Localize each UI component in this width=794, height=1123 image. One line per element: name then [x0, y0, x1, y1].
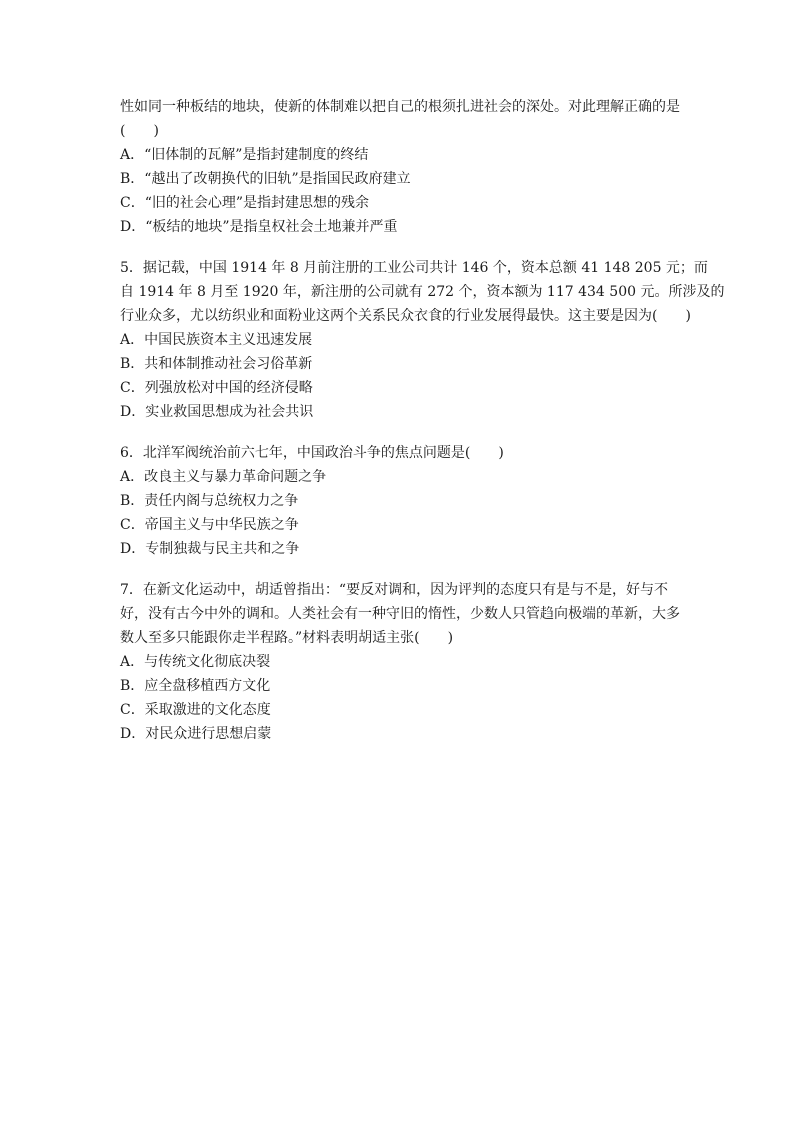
- question-7-option-a: A．与传统文化彻底决裂: [120, 654, 271, 670]
- question-4-stem: [120, 95, 680, 143]
- question-5-stem-line-3: 行业众多，尤以纺织业和面粉业这两个关系民众衣食的行业发展得最快。这主要是因为( ): [120, 308, 691, 324]
- question-5-option-b: B．共和体制推动社会习俗革新: [120, 356, 313, 372]
- question-4-stem-line-1: 性如同一种板结的地块，使新的体制难以把自己的根须扎进社会的深处。对此理解正确的是: [120, 99, 680, 115]
- question-6-option-c: C．帝国主义与中华民族之争: [120, 517, 299, 533]
- question-5-option-d: D．实业救国思想成为社会共识: [120, 404, 314, 420]
- question-6-stem-line-1: 6．北洋军阀统治前六七年，中国政治斗争的焦点问题是( ): [120, 445, 504, 461]
- question-7-stem-line-2: 好，没有古今中外的调和。人类社会有一种守旧的惰性，少数人只管趋向极端的革新，大多: [120, 606, 680, 622]
- question-6-option-a: A．改良主义与暴力革命问题之争: [120, 469, 327, 485]
- question-7-option-d: D．对民众进行思想启蒙: [120, 726, 272, 742]
- question-7-option-b: B．应全盘移植西方文化: [120, 678, 271, 694]
- page-content: [120, 95, 725, 746]
- question-4-option-a: A．“旧体制的瓦解”是指封建制度的终结: [120, 147, 369, 163]
- question-7-option-c: C．采取激进的文化态度: [120, 702, 271, 718]
- question-4-option-d: D．“板结的地块”是指皇权社会土地兼并严重: [120, 219, 398, 235]
- question-4-option-c: C．“旧的社会心理”是指封建思想的残余: [120, 195, 370, 211]
- question-6-option-b: B．责任内阁与总统权力之争: [120, 493, 299, 509]
- question-4-answer-blank: ( ): [120, 123, 159, 139]
- question-5-option-c: C．列强放松对中国的经济侵略: [120, 380, 313, 396]
- question-5-option-a: A．中国民族资本主义迅速发展: [120, 332, 313, 348]
- question-5-stem-line-2: 自 1914 年 8 月至 1920 年，新注册的公司就有 272 个，资本额为 117 434 500 元。所涉及的: [120, 284, 725, 300]
- question-6-option-d: D．专制独裁与民主共和之争: [120, 541, 300, 557]
- question-5-stem-line-1: 5．据记载，中国 1914 年 8 月前注册的工业公司共计 146 个，资本总额 41 148 205 元；而: [120, 260, 708, 276]
- question-7-stem: [120, 578, 680, 650]
- question-6-stem: [120, 441, 680, 465]
- question-7-stem-line-3: 数人至多只能跟你走半程路。”材料表明胡适主张( ): [120, 630, 454, 646]
- question-5-stem: [120, 256, 725, 328]
- question-7-stem-line-1: 7．在新文化运动中，胡适曾指出：“要反对调和，因为评判的态度只有是与不是，好与不: [120, 582, 669, 598]
- question-4-option-b: B．“越出了改朝换代的旧轨”是指国民政府建立: [120, 171, 411, 187]
